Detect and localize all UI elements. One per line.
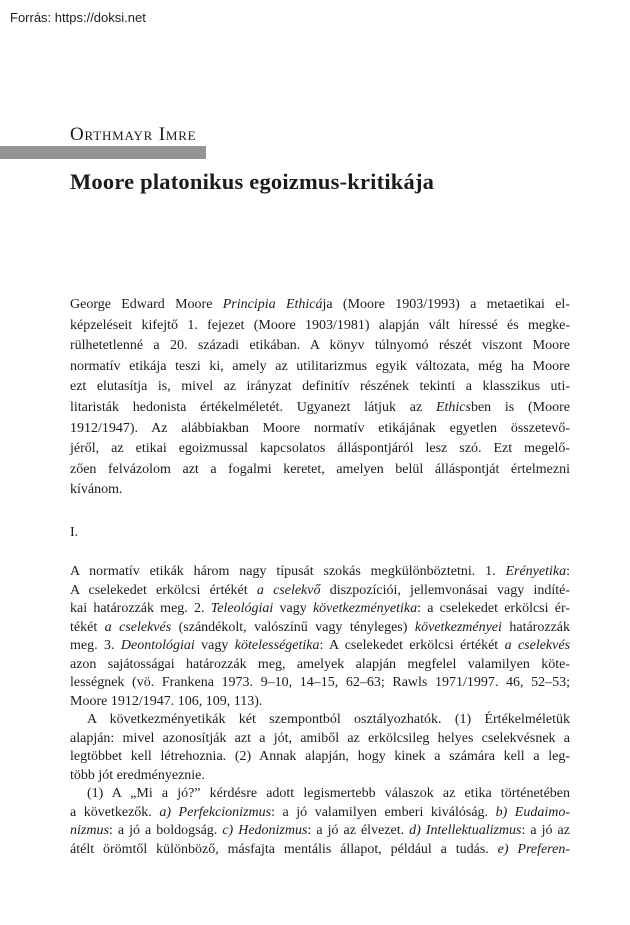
text-line: George Edward Moore Principia Ethicája (Moore 1903/1993) a metaetikai el- — [70, 297, 570, 312]
text-line: A normatív etikák három nagy típusát szokás megkülönböztetni. 1. Erényetika: — [70, 564, 570, 580]
author-name: Orthmayr Imre — [70, 124, 197, 145]
paragraph — [70, 785, 570, 859]
text-line: azon sajátosságai határozzák meg, amelyek alapján megfelel valamilyen köte- — [70, 656, 570, 672]
section-heading: I. — [70, 524, 79, 540]
source-url-label: Forrás: https://doksi.net — [10, 10, 146, 25]
article-title: Moore platonikus egoizmus-kritikája — [70, 169, 435, 194]
paragraph — [70, 563, 570, 711]
text-line: kai határozzák meg. 2. Teleológiai vagy következményetika: a cselekedet erkölcsi ér- — [70, 601, 571, 617]
article-body — [70, 295, 570, 859]
text-line: alapján: mivel azonosítják azt a jót, amiből az erkölcsileg helyes cselekvésnek a — [70, 730, 570, 746]
text-line: lességnek (vö. Frankena 1973. 9–10, 14–15, 62–63; Rawls 1971/1997. 46, 52–53; — [70, 675, 570, 691]
paragraph — [70, 295, 570, 501]
text-line: képzeléseit kifejtő 1. fejezet (Moore 1903/1981) alapján vált híressé és megke- — [70, 317, 570, 333]
text-line: A cselekedet erkölcsi értékét a cselekvő diszpozíciói, jellemvonásai vagy indíté- — [70, 582, 570, 598]
text-line: ezt elutasítja is, mivel az irányzat definitív részének tekinti a klasszikus uti- — [70, 379, 570, 395]
text-line: (1) A „Mi a jó?” kérdésre adott legismertebb válaszok az etika történetében — [87, 786, 570, 802]
text-line: jéről, az etikai egoizmussal kapcsolatos álláspontjáról lesz szó. Ezt megelő- — [70, 441, 570, 457]
author-divider-bar — [0, 146, 206, 159]
text-line: zően felvázolom azt a fogalmi keretet, amelyen belül álláspontját értelmezni — [70, 461, 570, 477]
text-line: Moore 1912/1947. 106, 109, 113). — [70, 693, 263, 709]
text-line: rülhetetlenné a 20. századi etikában. A könyv túlnyomó részét viszont Moore — [70, 338, 570, 354]
text-line: A következményetikák két szempontból osztályozhatók. (1) Értékelméletük — [87, 712, 570, 728]
text-line: több jót eredményeznie. — [70, 767, 205, 783]
text-line: nizmus: a jó a boldogság. c) Hedonizmus: a jó az élvezet. d) Intellektualizmus: a jó az — [70, 823, 570, 839]
text-line: meg. 3. Deontológiai vagy kötelességetika: A cselekedet erkölcsi értékét a cselekvés — [70, 638, 571, 654]
text-line: kívánom. — [70, 482, 123, 498]
text-line: legtöbbet kell létrehoznia. (2) Annak alapján, hogy kinek a számára kell a leg- — [70, 749, 570, 765]
text-line: normatív etikája teszi ki, amely az utilitarizmus egyik változata, még ha Moore — [70, 358, 570, 374]
text-line: a következők. a) Perfekcionizmus: a jó valamilyen emberi kiválóság. b) Eudaimo- — [70, 804, 570, 820]
text-line: litaristák hedonista értékelméletét. Ugyanezt látjuk az Ethicsben is (Moore — [70, 399, 570, 415]
text-line: tékét a cselekvés (szándékolt, valószínű vagy tényleges) következményei határozzák — [70, 619, 570, 635]
paragraph — [70, 711, 570, 785]
text-line: 1912/1947). Az alábbiakban Moore normatív etikájának egyetlen összetevő- — [70, 420, 570, 436]
text-line: átélt örömtől különböző, másfajta mentális állapot, például a tudás. e) Preferen- — [70, 841, 570, 857]
